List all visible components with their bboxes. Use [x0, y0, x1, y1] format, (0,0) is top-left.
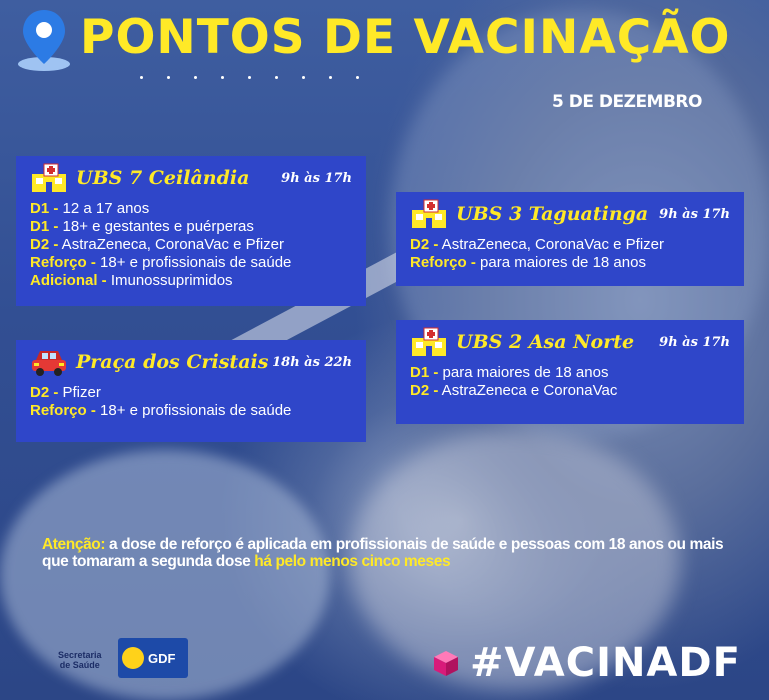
attention-note — [42, 536, 742, 570]
opening-hours: 9h às 17h — [659, 206, 730, 222]
dose-line: D1 - 18+ e gestantes e puérperas — [30, 218, 254, 235]
hashtag-text: #VACINADF — [470, 640, 741, 686]
location-card-praca-dos-cristais — [16, 340, 366, 442]
opening-hours: 9h às 17h — [659, 334, 730, 350]
card-header — [30, 156, 352, 200]
attention-highlight: há pelo menos cinco meses — [254, 553, 451, 570]
dose-line: Reforço - para maiores de 18 anos — [410, 254, 646, 271]
location-pin-icon — [14, 8, 74, 72]
attention-label: Atenção: — [42, 536, 106, 553]
opening-hours: 9h às 17h — [281, 170, 352, 186]
location-name: UBS 2 Asa Norte — [456, 331, 635, 353]
location-card-ubs3 — [396, 192, 744, 286]
decorative-dots — [140, 76, 359, 79]
date-label: 5 DE DEZEMBRO — [552, 92, 702, 112]
location-name: UBS 7 Ceilândia — [76, 167, 250, 189]
dose-line: Adicional - Imunossuprimidos — [30, 272, 233, 289]
dose-line: D1 - 12 a 17 anos — [30, 200, 150, 217]
dose-line: D2 - AstraZeneca, CoronaVac e Pfizer — [410, 236, 665, 253]
dose-line: Reforço - 18+ e profissionais de saúde — [30, 254, 292, 271]
dose-line: D2 - AstraZeneca e CoronaVac — [410, 382, 618, 399]
location-card-ubs2 — [396, 320, 744, 424]
location-name: UBS 3 Taguatinga — [456, 203, 649, 225]
hashtag — [432, 640, 741, 686]
card-header — [30, 340, 352, 384]
dose-line: D2 - AstraZeneca, CoronaVac e Pfizer — [30, 236, 285, 253]
card-header — [410, 320, 730, 364]
cube-icon — [432, 649, 460, 677]
dose-line: D2 - Pfizer — [30, 384, 101, 401]
health-unit-icon — [30, 162, 68, 194]
sun-icon — [122, 647, 144, 669]
card-header — [410, 192, 730, 236]
secretaria-saude-logo: Secretaria de Saúde — [58, 650, 102, 670]
opening-hours: 18h às 22h — [272, 354, 352, 370]
dose-line: Reforço - 18+ e profissionais de saúde — [30, 402, 292, 419]
dose-line: D1 - para maiores de 18 anos — [410, 364, 609, 381]
health-unit-icon — [410, 326, 448, 358]
car-icon — [30, 346, 68, 378]
page-title: PONTOS DE VACINAÇÃO — [80, 10, 731, 65]
gdf-label: GDF — [148, 650, 176, 666]
gdf-logo — [118, 638, 188, 678]
location-name: Praça dos Cristais — [76, 351, 269, 373]
attention-text: a dose de reforço é aplicada em profissionais de saúde e pessoas com 18 anos ou mais que tomaram a segunda dose — [42, 536, 724, 570]
health-unit-icon — [410, 198, 448, 230]
location-card-ubs7 — [16, 156, 366, 306]
